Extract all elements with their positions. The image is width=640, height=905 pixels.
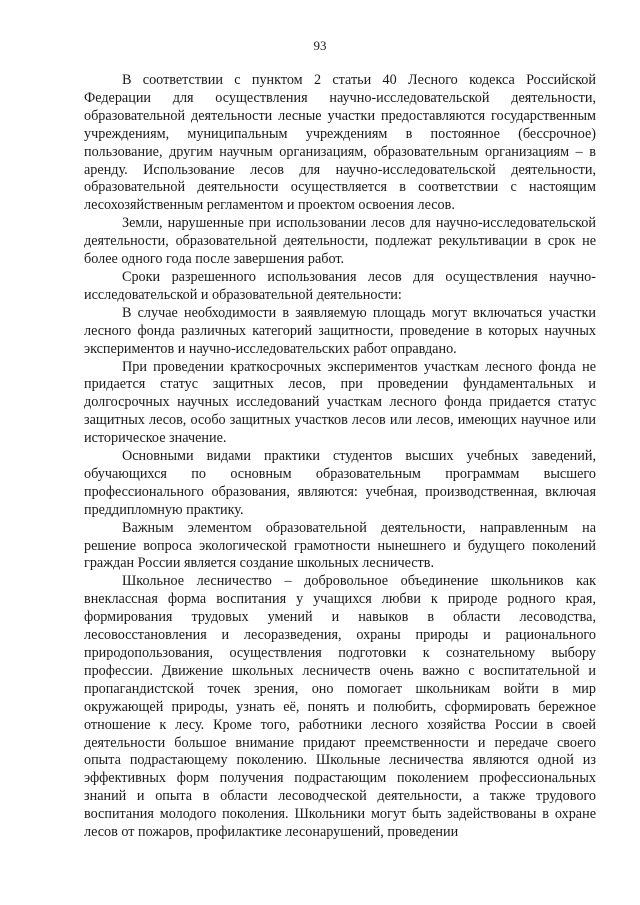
paragraph: В случае необходимости в заявляемую площадь могут включаться участки лесного фонда различных категорий защитности, проведение в которых научных экспериментов и научно-исследовательских работ оправдано.: [84, 304, 596, 357]
paragraph: При проведении краткосрочных экспериментов участкам лесного фонда не придается статус защитных лесов, при проведении фундаментальных и долгосрочных научных исследований участкам лесного фонда придается статус защитных лесов, особо защитных участков лесов или лесов, имеющих научное или историческое значение.: [84, 358, 596, 447]
page-number: 93: [313, 38, 327, 53]
paragraph: Школьное лесничество – добровольное объединение школьников как внеклассная форма воспитания у учащихся любви к природе родного края, формирования трудовых умений и навыков в области лесоводства, лесовосстановления и лесоразведения, охраны природы и рационального природопользования, осуществления подготовки к сознательному выбору профессии. Движение школьных лесничеств очень важно с воспитательной и пропагандистской точек зрения, оно помогает школьникам войти в мир окружающей природы, узнать её, понять и полюбить, сформировать бережное отношение к лесу. Кроме того, работники лесного хозяйства России в своей деятельности большое внимание придают преемственности и передаче своего опыта подрастающему поколению. Школьные лесничества являются одной из эффективных форм получения подрастающим поколением профессиональных знаний и опыта в области лесоводческой деятельности, а также трудового воспитания молодого поколения. Школьники могут быть задействованы в охране лесов от пожаров, профилактике лесонарушений, проведении: [84, 573, 596, 841]
paragraph: Важным элементом образовательной деятельности, направленным на решение вопроса экологической грамотности нынешнего и будущего поколений граждан России является создание школьных лесничеств.: [84, 519, 596, 572]
paragraph: Сроки разрешенного использования лесов для осуществления научно-исследовательской и образовательной деятельности:: [84, 268, 596, 303]
body-text: [84, 72, 596, 842]
paragraph: Земли, нарушенные при использовании лесов для научно-исследовательской деятельности, образовательной деятельности, подлежат рекультивации в срок не более одного года после завершения работ.: [84, 215, 596, 268]
paragraph: Основными видами практики студентов высших учебных заведений, обучающихся по основным образовательным программам высшего профессионального образования, являются: учебная, производственная, включая преддипломную практику.: [84, 448, 596, 518]
paragraph: В соответствии с пунктом 2 статьи 40 Лесного кодекса Российской Федерации для осуществления научно-исследовательской деятельности, образовательной деятельности лесные участки предоставляются государственным учреждениям, муниципальным учреждениям в постоянное (бессрочное) пользование, другим научным организациям, образовательным организациям – в аренду. Использование лесов для научно-исследовательской деятельности, образовательной деятельности осуществляется в соответствии с настоящим лесохозяйственным регламентом и проектом освоения лесов.: [84, 72, 596, 214]
